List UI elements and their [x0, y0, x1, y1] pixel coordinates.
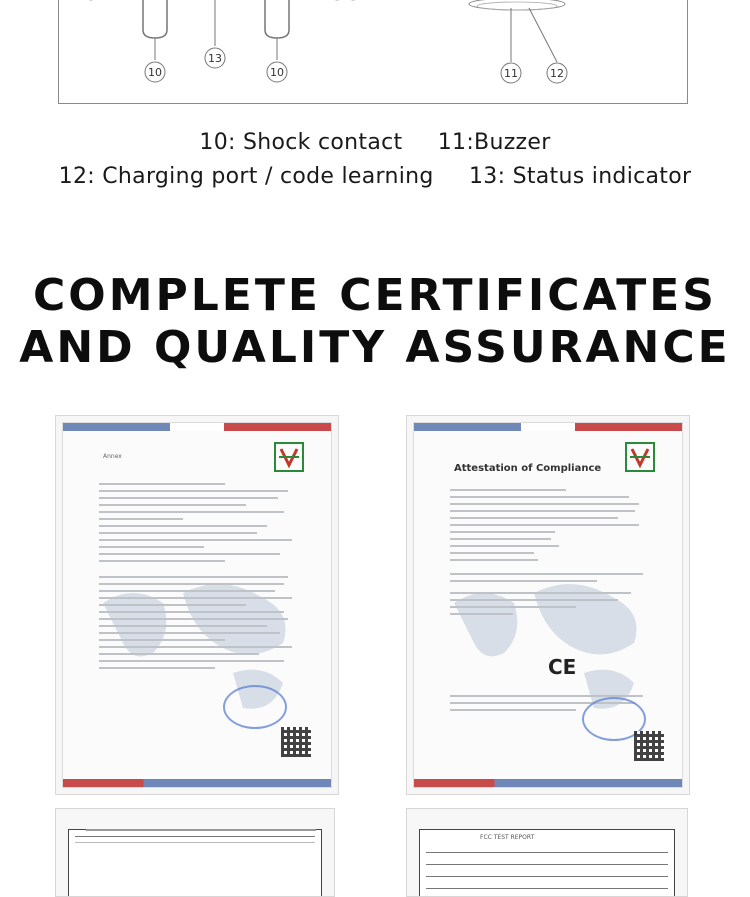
- svg-text:12: 12: [550, 67, 564, 80]
- svg-text:10: 10: [270, 66, 284, 79]
- lab-logo-icon: [624, 441, 656, 473]
- test-report-document-1: [55, 808, 335, 897]
- certificate-heading: Annex: [103, 453, 122, 460]
- fcc-report-title: FCC TEST REPORT: [480, 834, 535, 841]
- certificate-annex: [55, 415, 339, 795]
- certificate-text-block: [99, 483, 309, 674]
- headline-line-1: COMPLETE CERTIFICATES: [33, 270, 717, 321]
- diagram-drawing: [59, 0, 689, 104]
- svg-text:10: 10: [148, 66, 162, 79]
- svg-text:13: 13: [208, 52, 222, 65]
- callout-13: [205, 48, 225, 68]
- product-diagram: [58, 0, 688, 104]
- lab-logo-icon: [273, 441, 305, 473]
- certificate-heading: Attestation of Compliance: [454, 463, 602, 474]
- headline-line-2: AND QUALITY ASSURANCE: [19, 322, 731, 373]
- legend-shock-contact: 10: Shock contact: [199, 130, 403, 155]
- callout-12: [547, 63, 567, 83]
- callout-11: [501, 63, 521, 83]
- certificate-stamp: [223, 685, 287, 729]
- certificate-text-block: [450, 489, 660, 620]
- test-report-document-2: [406, 808, 688, 897]
- ce-mark: CE: [548, 655, 577, 679]
- legend-line-2: [0, 164, 750, 189]
- legend-buzzer: 11:Buzzer: [437, 130, 551, 155]
- callout-10-right: [267, 62, 287, 82]
- legend-line-1: [0, 130, 750, 155]
- svg-text:11: 11: [504, 67, 518, 80]
- legend-status-indicator: 13: Status indicator: [468, 164, 692, 189]
- legend-charging-port: 12: Charging port / code learning: [58, 164, 434, 189]
- qr-code: [634, 731, 664, 761]
- qr-code: [281, 727, 311, 757]
- callout-10-left: [145, 62, 165, 82]
- certificate-attestation: [406, 415, 690, 795]
